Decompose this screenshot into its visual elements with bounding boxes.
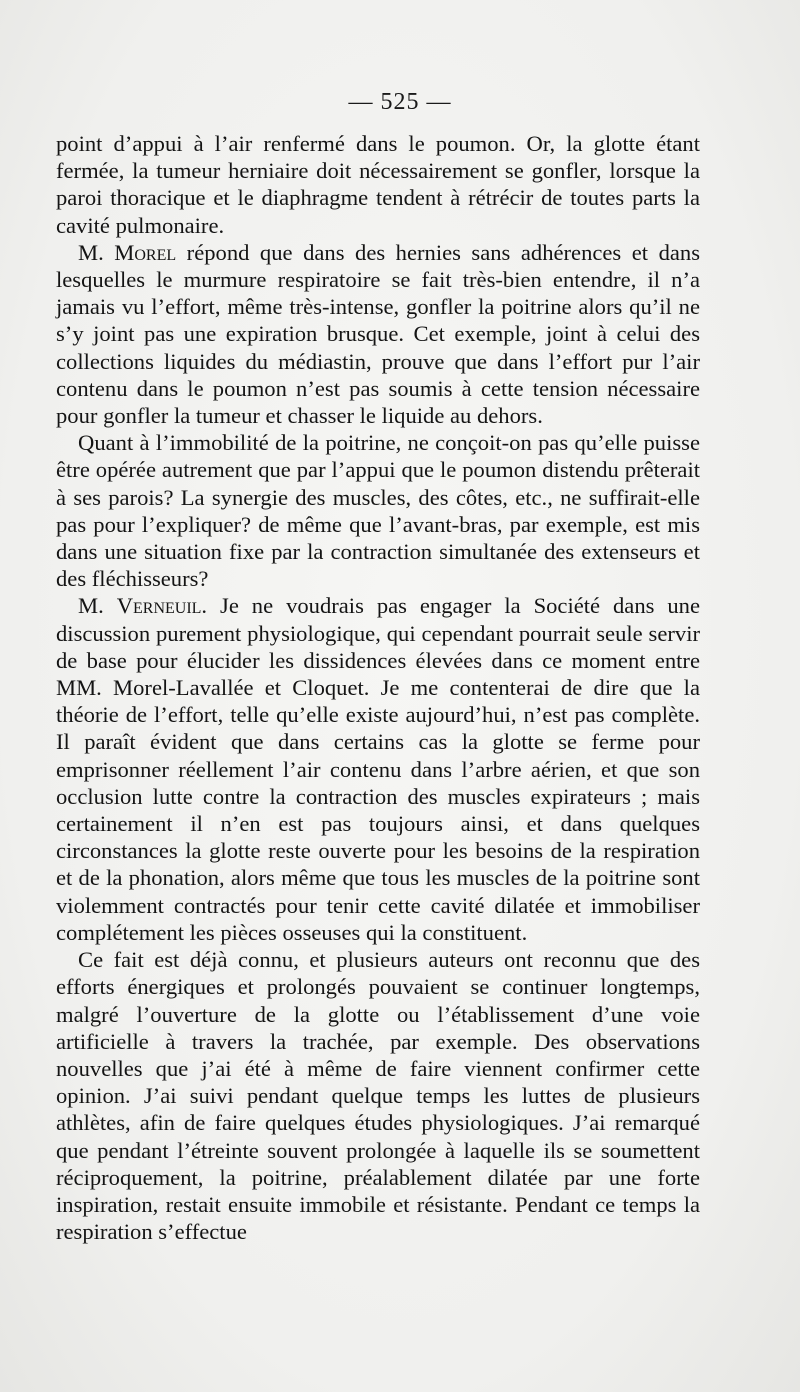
speaker-name: Morel [114, 239, 177, 265]
paragraph-morel [56, 239, 700, 429]
body-text [56, 130, 700, 1245]
paragraph-immobilite: Quant à l’immobilité de la poitrine, ne conçoit-on pas qu’elle puisse être opérée autrement que par l’appui que le poumon distendu prêterait à ses parois? La synergie des muscles, des côtes, etc., ne suffirait-elle pas pour l’expliquer? de même que l’avant-bras, par exemple, est mis dans une situation fixe par la contraction simultanée des extenseurs et des fléchisseurs? [56, 430, 700, 592]
paragraph-text: Je ne voudrais pas engager la Société dans une discussion purement physiologique, qui cependant pourrait seule servir de base pour élucider les dissidences élevées dans ce moment entre MM. Morel-Lavallée et Cloquet. Je me contenterai de dire que la théorie de l’effort, telle qu’elle existe aujourd’hui, n’est pas complète. Il paraît évident que dans certains cas la glotte se ferme pour emprisonner réellement l’air contenu dans l’arbre aérien, et que son occlusion lutte contre la contraction des muscles expirateurs ; mais certainement il n’en est pas toujours ainsi, et dans quelques circonstances la glotte reste ouverte pour les besoins de la respiration et de la phonation, alors même que tous les muscles de la poitrine sont violemment contractés pour tenir cette cavité dilatée et immobiliser complétement les pièces osseuses qui la constituent. [56, 593, 700, 945]
page-number: — 525 — [348, 89, 452, 115]
paragraph-verneuil [56, 592, 700, 946]
paragraph-text: répond que dans des hernies sans adhérences et dans lesquelles le murmure respiratoire se fait très-bien entendre, il n’a jamais vu l’effort, même très-intense, gonfler la poitrine alors qu’il ne s’y joint pas une expiration brusque. Cet exemple, joint à celui des collections liquides du médiastin, prouve que dans l’effort pur l’air contenu dans le poumon n’est pas soumis à cette tension nécessaire pour gonfler la tumeur et chasser le liquide au dehors. [56, 239, 700, 429]
speaker-name: Verneuil. [116, 593, 208, 619]
speaker-prefix: M. [78, 239, 115, 265]
speaker-prefix: M. [78, 593, 117, 619]
paragraph-fait-connu: Ce fait est déjà connu, et plusieurs auteurs ont reconnu que des efforts énergiques et prolongés pouvaient se continuer longtemps, malgré l’ouverture de la glotte ou l’établissement d’une voie artificielle à travers la trachée, par exemple. Des observations nouvelles que j’ai été à même de faire viennent confirmer cette opinion. J’ai suivi pendant quelque temps les luttes de plusieurs athlètes, afin de faire quelques études physiologiques. J’ai remarqué que pendant l’étreinte souvent prolongée à laquelle ils se soumettent réciproquement, la poitrine, préalablement dilatée par une forte inspiration, restait ensuite immobile et résistante. Pendant ce temps la respiration s’effectue [56, 947, 700, 1245]
paragraph-continuation: point d’appui à l’air renfermé dans le poumon. Or, la glotte étant fermée, la tumeur herniaire doit nécessairement se gonfler, lorsque la paroi thoracique et le diaphragme tendent à rétrécir de toutes parts la cavité pulmonaire. [56, 131, 700, 238]
